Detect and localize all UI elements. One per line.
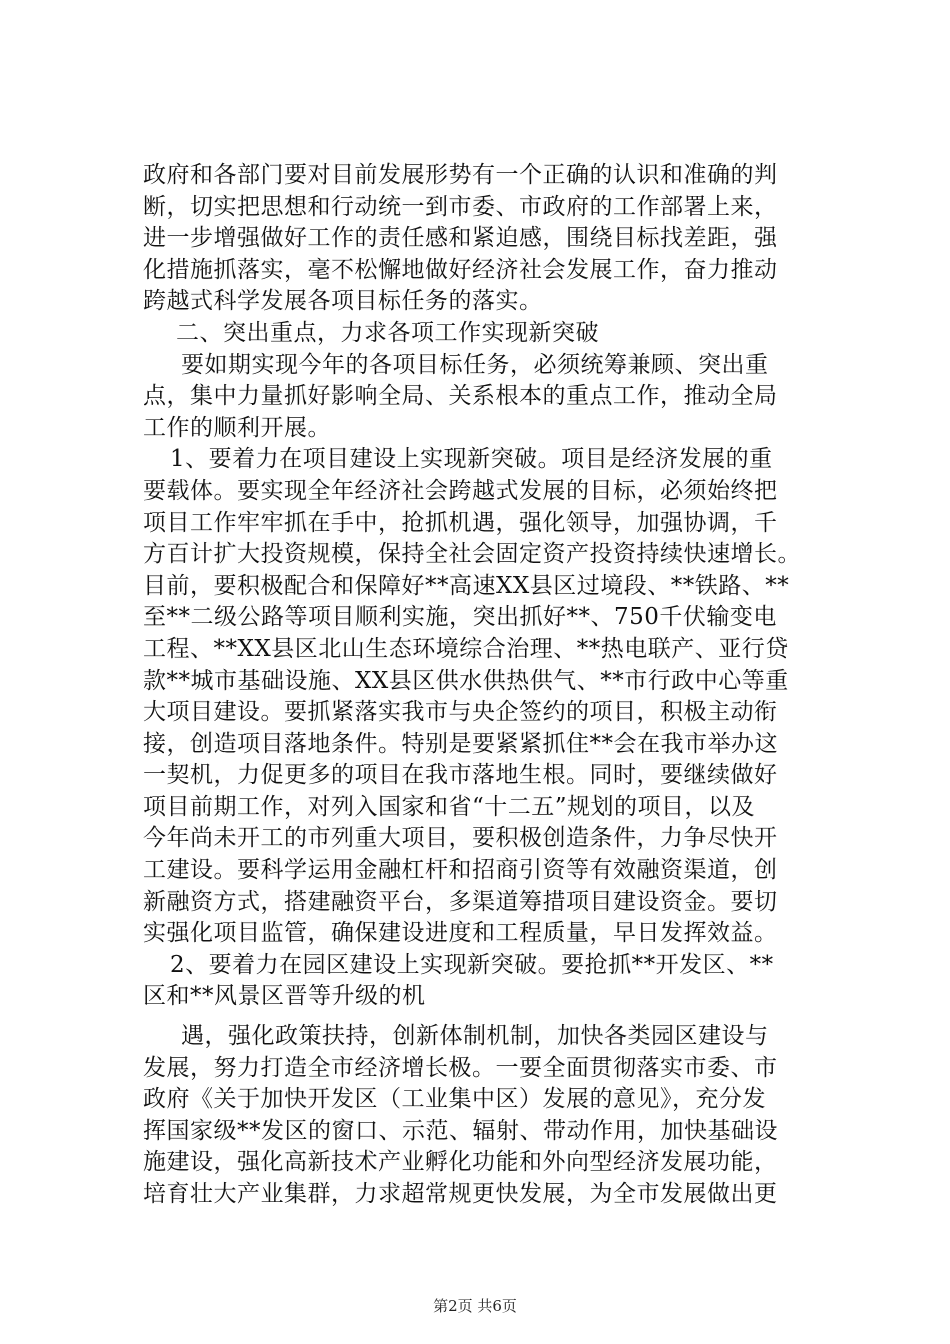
text-line: 实强化项目监管，确保建设进度和工程质量，早日发挥效益。 — [143, 920, 778, 947]
document-body — [143, 160, 823, 1211]
section-heading: 二、突出重点，力求各项工作实现新突破 — [176, 319, 599, 346]
text-line: 要如期实现今年的各项目标任务，必须统筹兼顾、突出重 — [181, 351, 769, 378]
text-line: 项目工作牢牢抓在手中，抢抓机遇，强化领导，加强协调，千 — [143, 509, 778, 536]
text-line: 方百计扩大投资规模，保持全社会固定资产投资持续快速增长。 — [143, 541, 801, 568]
text-line: 施建设，强化高新技术产业孵化功能和外向型经济发展功能， — [143, 1149, 778, 1176]
text-line: 区和**风景区晋等升级的机 — [143, 983, 426, 1010]
text-line: 遇，强化政策扶持，创新体制机制，加快各类园区建设与 — [181, 1023, 769, 1050]
text-line: 政府和各部门要对目前发展形势有一个正确的认识和准确的判 — [143, 162, 778, 188]
text-line: 大项目建设。要抓紧落实我市与央企签约的项目，积极主动衔 — [143, 699, 778, 726]
text-line: 项目前期工作，对列入国家和省“十二五”规划的项目，以及 — [143, 793, 756, 820]
text-line: 款**城市基础设施、XX县区供水供热供气、**市行政中心等重 — [143, 667, 789, 694]
text-line: 新融资方式，搭建融资平台，多渠道筹措项目建设资金。要切 — [143, 888, 778, 915]
text-line: 断，切实把思想和行动统一到市委、市政府的工作部署上来， — [143, 193, 778, 220]
text-line: 点，集中力量抓好影响全局、关系根本的重点工作，推动全局 — [143, 383, 778, 410]
text-line: 政府《关于加快开发区（工业集中区）发展的意见》，充分发 — [143, 1086, 766, 1113]
text-line: 目前，要积极配合和保障好**高速XX县区过境段、**铁路、** — [143, 572, 790, 599]
text-line: 进一步增强做好工作的责任感和紧迫感，围绕目标找差距，强 — [143, 225, 778, 252]
text-line: 培育壮大产业集群，力求超常规更快发展，为全市发展做出更 — [143, 1181, 778, 1207]
text-line: 工建设。要科学运用金融杠杆和招商引资等有效融资渠道，创 — [143, 857, 778, 884]
page-number-footer: 第2页 共6页 — [433, 1297, 517, 1315]
text-line: 2、要着力在园区建设上实现新突破。要抢抓**开发区、** — [170, 951, 774, 978]
text-line: 跨越式科学发展各项目标任务的落实。 — [143, 288, 543, 315]
text-line: 接，创造项目落地条件。特别是要紧紧抓住**会在我市举办这 — [143, 730, 778, 757]
text-line: 工作的顺利开展。 — [143, 414, 331, 441]
text-line: 挥国家级**发区的窗口、示范、辐射、带动作用，加快基础设 — [143, 1117, 778, 1144]
text-line: 一契机，力促更多的项目在我市落地生根。同时，要继续做好 — [143, 762, 778, 789]
text-line: 要载体。要实现全年经济社会跨越式发展的目标，必须始终把 — [143, 477, 778, 504]
text-line: 工程、**XX县区北山生态环境综合治理、**热电联产、亚行贷 — [143, 635, 789, 662]
text-line: 今年尚未开工的市列重大项目，要积极创造条件，力争尽快开 — [143, 825, 778, 852]
text-line: 至**二级公路等项目顺利实施，突出抓好**、750千伏输变电 — [143, 604, 777, 631]
text-line: 化措施抓落实，毫不松懈地做好经济社会发展工作，奋力推动 — [143, 256, 778, 283]
text-line: 1、要着力在项目建设上实现新突破。项目是经济发展的重 — [170, 446, 773, 473]
text-line: 发展，努力打造全市经济增长极。一要全面贯彻落实市委、市 — [143, 1054, 778, 1081]
